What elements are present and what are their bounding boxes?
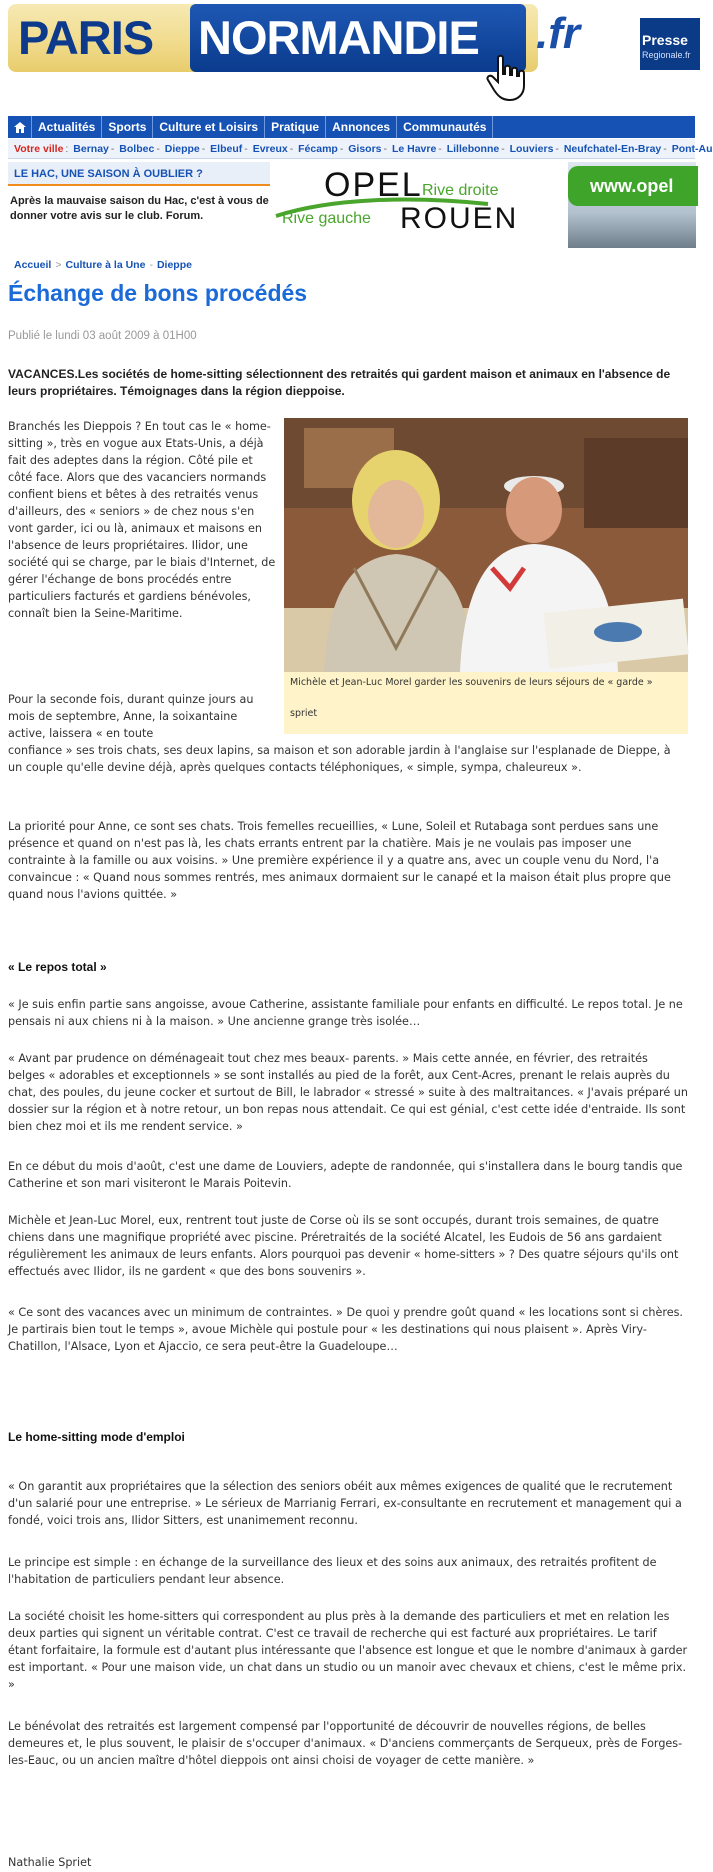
publication-date: Publié le lundi 03 août 2009 à 01H00 [8, 330, 197, 342]
city-bar: Votre ville : Bernay - Bolbec - Dieppe - Elbeuf - Evreux - Fécamp - Gisors - Le Havre - Lillebonne - Louviers - Neufchatel-En-Bray - Pont-Au [8, 139, 695, 159]
photo-caption: Michèle et Jean-Luc Morel garder les souvenirs de leurs séjours de « garde » [290, 677, 653, 688]
regionale-label: Regionale.fr [642, 50, 691, 60]
city-link-pont-audemer[interactable]: Pont-Au [671, 143, 713, 155]
article-paragraph: confiance » ses trois chats, ses deux lapins, sa maison et son adorable jardin à l'anglaise sur l'esplanade de Dieppe, à un couple qu'elle devine déjà, après quelques contacts téléphoniques, « simple, sympa, chaleureux ». [8, 744, 671, 774]
city-link-gisors[interactable]: Gisors [348, 143, 382, 155]
city-link-le-havre[interactable]: Le Havre [391, 143, 437, 155]
city-link-bernay[interactable]: Bernay [73, 143, 109, 155]
logo-paris-text: PARIS [18, 11, 154, 64]
article-paragraph: En ce début du mois d'août, c'est une dame de Louviers, adepte de randonnée, qui s'installera dans le bourg tandis que Catherine et son mari visiteront le Marais Poitevin. [8, 1160, 683, 1190]
article-lead: VACANCES.Les sociétés de home-sitting sélectionnent des retraités qui gardent maison et animaux en l'absence de leurs propriétaires. Témoignages dans la région dieppoise. [8, 367, 671, 398]
forum-promo[interactable] [8, 162, 270, 248]
article-subheading: Le home-sitting mode d'emploi [8, 1430, 185, 1444]
site-header [0, 0, 695, 112]
city-separator: : [65, 143, 69, 155]
main-navigation [8, 116, 695, 138]
article-paragraph: Michèle et Jean-Luc Morel, eux, rentrent tout juste de Corse où ils se sont occupés, durant trois semaines, de quatre chiens dans une magnifique propriété avec piscine. Préretraités de la société Alcatel, les Eudois de 56 ans gardaient régulièrement les animaux de leurs enfants. Alors pourquoi pas devenir « home-sitters » ? Des quatre séjours qu'ils ont effectués avec Ilidor, ils ne gardent « que des bons souvenirs ». [8, 1214, 679, 1278]
nav-culture-loisirs[interactable]: Culture et Loisirs [153, 116, 265, 138]
nav-pratique[interactable]: Pratique [265, 116, 326, 138]
article-paragraph: Le principe est simple : en échange de la surveillance des lieux et des soins aux animaux, des retraités profitent de l'habitation de particuliers pendant leur absence. [8, 1556, 657, 1586]
article-author: Nathalie Spriet [8, 1856, 92, 1869]
hand-cursor-icon [486, 54, 526, 102]
city-link-dieppe[interactable]: Dieppe [164, 143, 200, 155]
city-link-neufchatel[interactable]: Neufchatel-En-Bray [563, 143, 662, 155]
article-photo-figure [284, 418, 688, 734]
nav-actualites[interactable]: Actualités [32, 116, 102, 138]
photo-credit: spriet [290, 708, 318, 719]
city-link-elbeuf[interactable]: Elbeuf [210, 143, 243, 155]
votre-ville-label: Votre ville [14, 143, 64, 155]
breadcrumb-separator: > [55, 259, 62, 271]
nav-annonces[interactable]: Annonces [326, 116, 397, 138]
breadcrumb-culture[interactable]: Culture à la Une [65, 259, 146, 271]
promo-text: Après la mauvaise saison du Hac, c'est à vous de donner votre avis sur le club. Forum. [10, 195, 269, 222]
ad-rive-gauche-text: Rive gauche [282, 210, 371, 227]
city-link-louviers[interactable]: Louviers [509, 143, 554, 155]
article-paragraph: Branchés les Dieppois ? En tout cas le « home-sitting », très en vogue aux Etats-Unis, a déjà fait des adeptes dans la région. Côté pile et côté face. Alors que des vacanciers normands confient biens et bêtes à des retraités venus d'ailleurs, des « seniors » de chez nous s'en vont garder, ici ou là, animaux et maisons en l'absence de leurs propriétaires. Ilidor, une société qui se charge, par le biais d'Internet, de gérer l'échange de bons procédés entre particuliers facturés et gardiens bénévoles, connaît bien la Seine-Maritime. [8, 420, 276, 620]
home-icon [14, 122, 26, 133]
presse-regionale-logo[interactable] [640, 18, 700, 70]
article-paragraph: Pour la seconde fois, durant quinze jours au mois de septembre, Anne, la soixantaine active, laissera « en toute [8, 693, 254, 740]
site-logo[interactable] [8, 4, 538, 72]
article-paragraph: « On garantit aux propriétaires que la sélection des seniors obéit aux mêmes exigences de qualité que le recrutement d'un salarié pour une entreprise. » Le sérieux de Marrianig Ferrari, ex-consultante en recrutement et management qui a fondé, voici trois ans, Ilidor Sitters, est unanimement reconnu. [8, 1480, 682, 1527]
breadcrumb-accueil[interactable]: Accueil [14, 259, 52, 271]
city-link-evreux[interactable]: Evreux [252, 143, 288, 155]
article-paragraph: La priorité pour Anne, ce sont ses chats. Trois femelles recueillies, « Lune, Soleil et Rutabaga sont perdues sans une présence et quand on n'est pas là, les chats errants entrent par la chatière. Mais je ne voulais pas imposer une contrainte à la famille ou aux voisins. » Une première expérience il y a quatre ans, avec un couple venu du Nord, l'a convaincue : « Quand nous sommes rentrés, mes animaux dormaient sur le canapé et la maison était plus propre que quand nous l'avions quittée. » [8, 820, 671, 901]
nav-home[interactable] [8, 116, 32, 138]
nav-communautes[interactable]: Communautés [397, 116, 493, 138]
article-paragraph: « Je suis enfin partie sans angoisse, avoue Catherine, assistante familiale pour enfants en difficulté. Le repos total. Je ne pensais ni aux chiens ni à la maison. » Une ancienne grange très isolée… [8, 998, 683, 1028]
ad-rive-droite-text: Rive droite [422, 182, 499, 199]
city-link-bolbec[interactable]: Bolbec [119, 143, 155, 155]
ad-rouen-text: ROUEN [400, 202, 519, 235]
city-link-lillebonne[interactable]: Lillebonne [446, 143, 500, 155]
promo-heading[interactable]: LE HAC, UNE SAISON À OUBLIER ? [8, 162, 270, 186]
logo-normandie-text: NORMANDIE [198, 11, 479, 64]
presse-label: Presse [642, 32, 688, 48]
article-paragraph: Le bénévolat des retraités est largement compensé par l'opportunité de découvrir de nouvelles régions, de belles demeures et, le plus souvent, le plaisir de s'occuper d'animaux. « D'anciens commerçants de Serqueux, près de Forges-les-Eauc, ou un ancien maître d'hôtel dieppois ont ainsi choisi de voyager de cette manière. » [8, 1720, 683, 1767]
article-paragraph: « Ce sont des vacances avec un minimum de contraintes. » De quoi y prendre goût quand « les locations sont si chères. Je partirais bien tout le temps », avoue Michèle qui postule pour « les destinations qui nous plaisent ». Après Viry-Chatillon, l'Alsace, Lyon et Ajaccio, ce sera peut-être la Guadeloupe… [8, 1306, 683, 1353]
article-subheading: « Le repos total » [8, 960, 107, 974]
breadcrumb-dieppe[interactable]: Dieppe [156, 259, 192, 271]
article [8, 258, 688, 1869]
breadcrumb: Accueil > Culture à la Une - Dieppe [14, 259, 192, 271]
nav-sports[interactable]: Sports [102, 116, 153, 138]
article-paragraph: « Avant par prudence on déménageait tout chez mes beaux- parents. » Mais cette année, en février, des retraités belges « adorables et exceptionnels » se sont installés au pied de la forêt, aux Cent-Acres, prenant le relais auprès du chat, des poules, du jeune cocker et surtout de Bill, le labrador « stressé » suite à des maltraitances. « J'avais préparé un dossier sur la région et à notre retour, un bon repas nous attendait. Ce qui est génial, c'est cette idée d'entraide. Ils sont bien chez moi et ils me rendent service. » [8, 1052, 688, 1133]
article-title: Échange de bons procédés [8, 280, 308, 306]
opel-advertisement[interactable] [272, 162, 695, 248]
article-paragraph: La société choisit les home-sitters qui correspondent au plus près à la demande des particuliers et met en relation les deux parties qui signent un véritable contrat. C'est ce travail de recherche qui est facturé aux propriétaires. Le tarif étant forfaitaire, la formule est d'autant plus intéressante que l'absence est longue et que le nombre d'animaux à garder est important. « Pour une maison vide, un chat dans un studio ou un manoir avec chevaux et chiens, c'est le même prix. » [8, 1610, 688, 1691]
article-photo[interactable] [284, 418, 688, 672]
ad-opel-text: OPEL [324, 166, 423, 204]
logo-fr-text: .fr [536, 9, 580, 58]
ad-website-button[interactable]: www.opel [568, 166, 698, 206]
city-link-fecamp[interactable]: Fécamp [298, 143, 338, 155]
